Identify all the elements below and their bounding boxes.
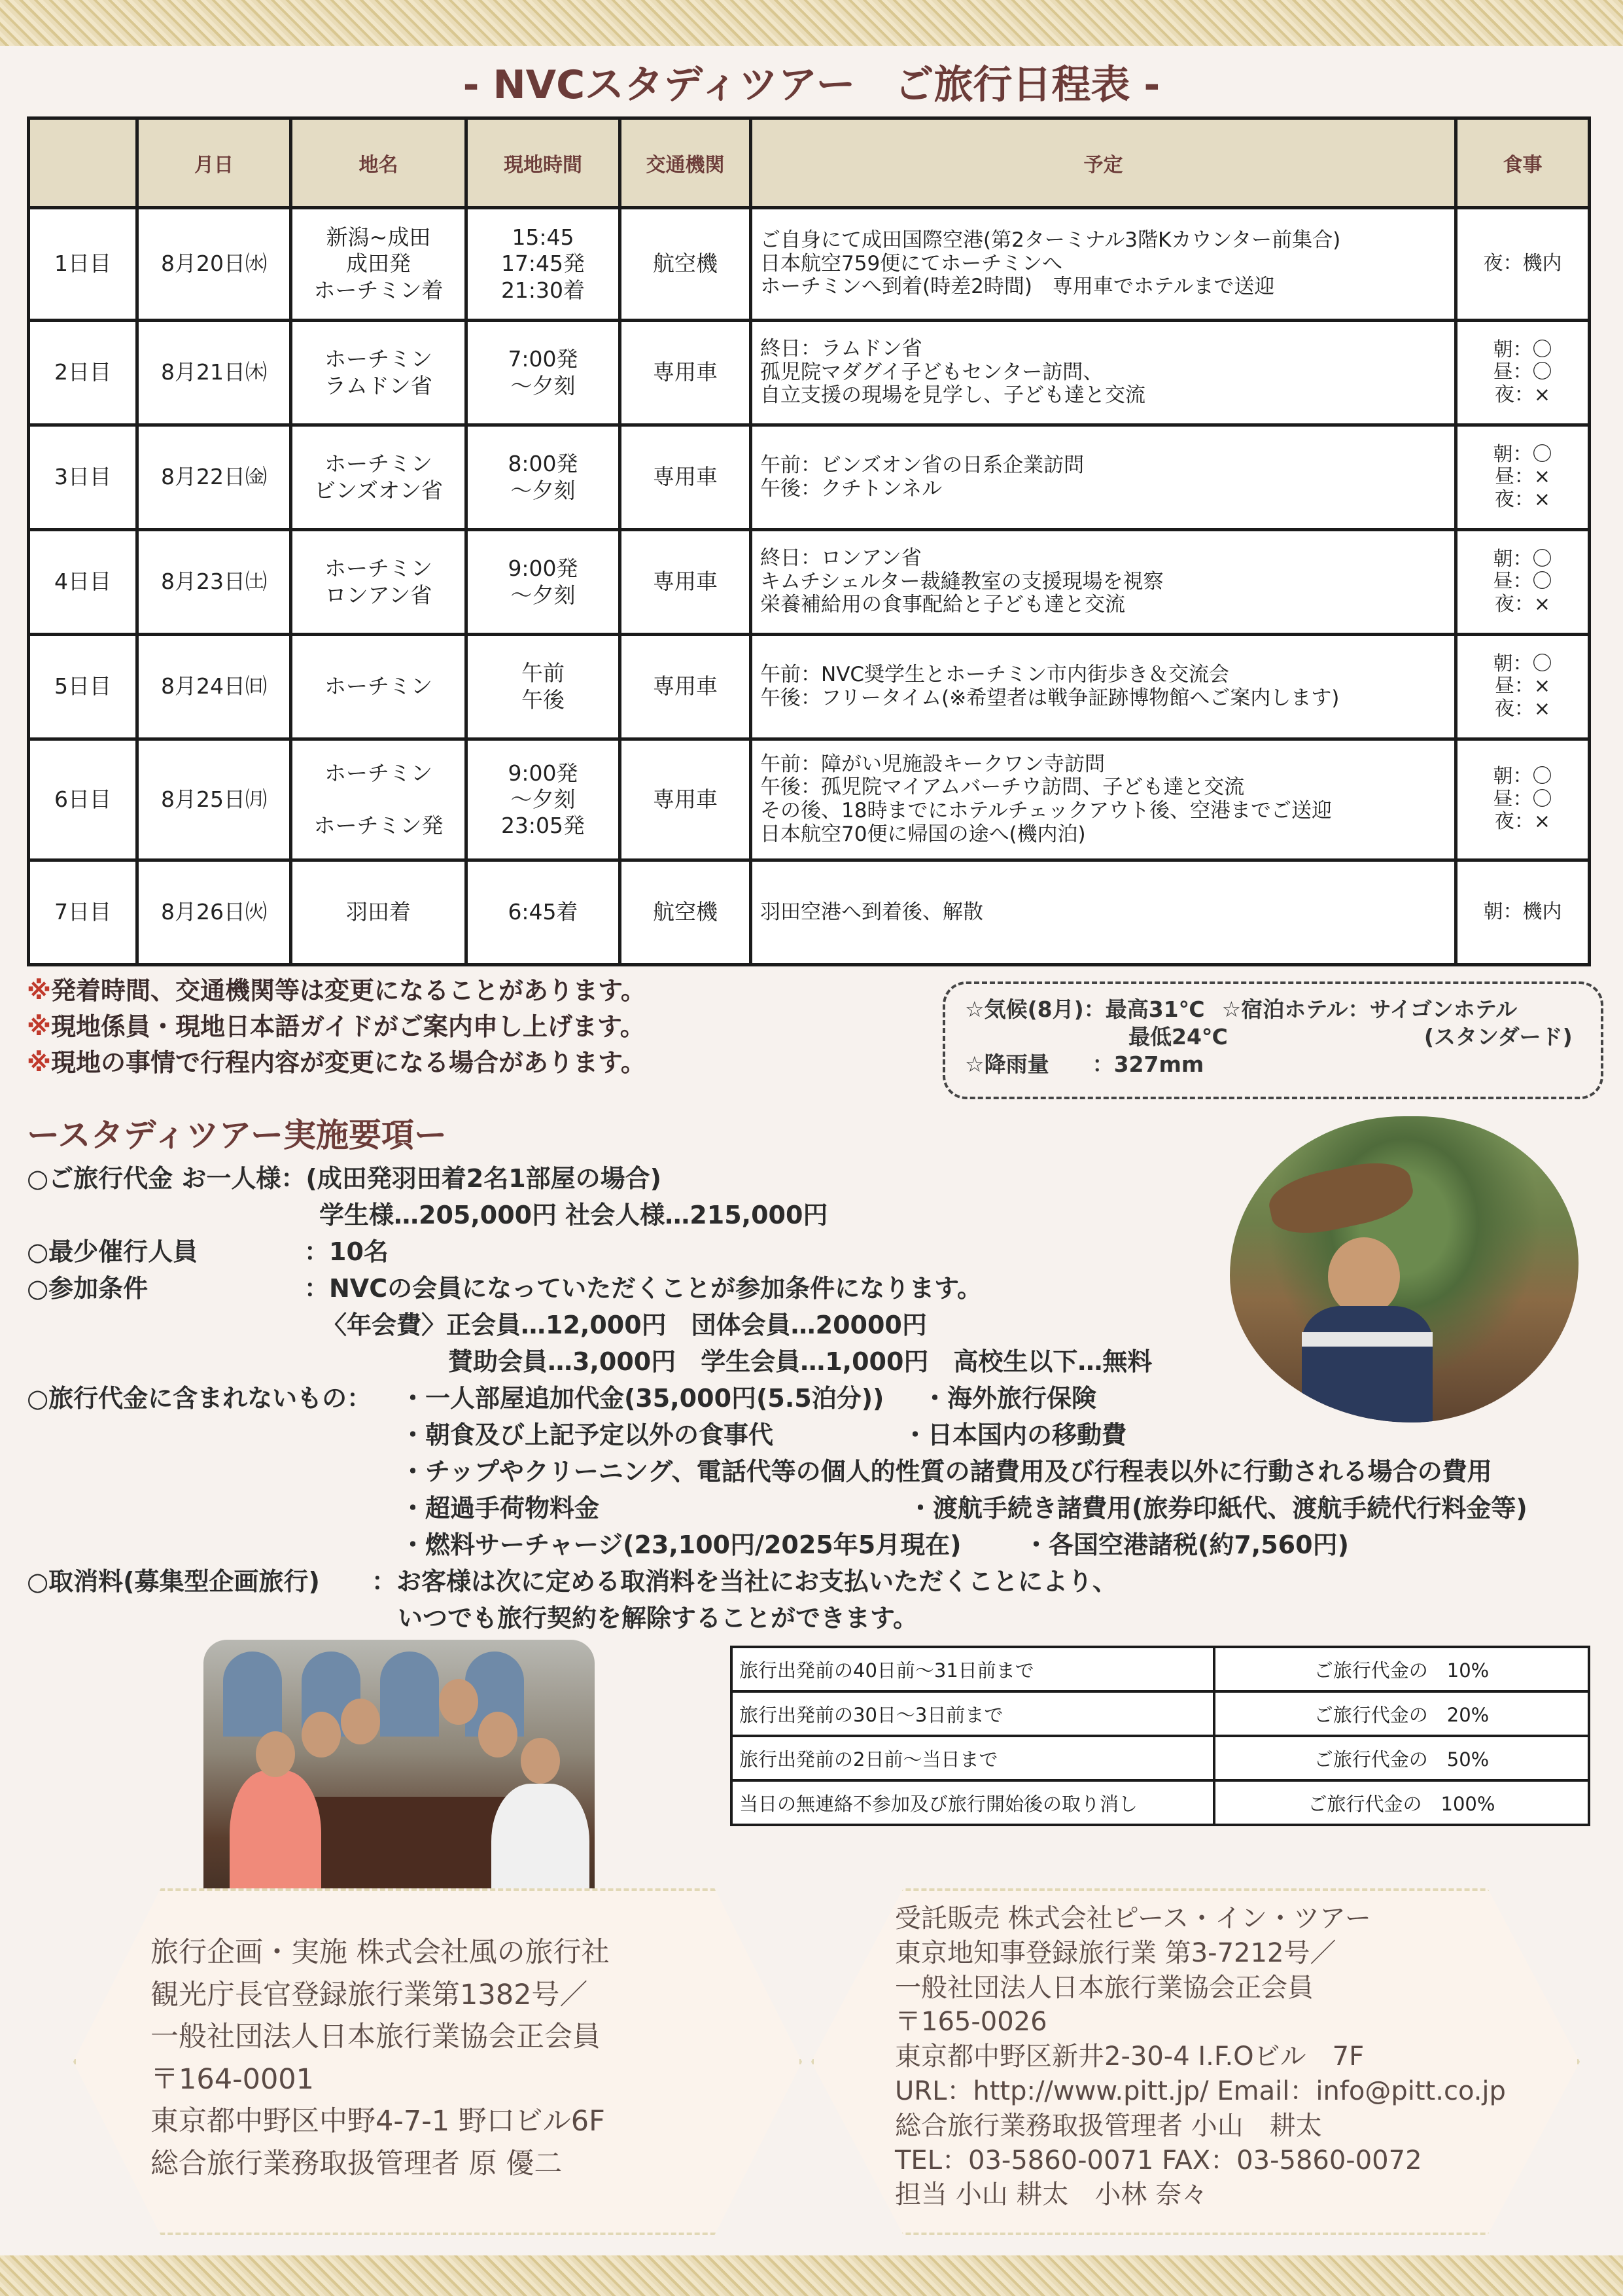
requirements-heading: ースタディツアー実施要項ー <box>27 1116 447 1154</box>
note-mark: ※ <box>27 1012 51 1042</box>
agent-line: 東京地知事登録旅行業 第3-7212号／ <box>895 1937 1336 1968</box>
place-line: 羽田着 <box>346 899 411 925</box>
time-line: 17:45発 <box>500 251 585 277</box>
agent-line: TEL：03-5860-0071 FAX：03-5860-0072 <box>895 2145 1422 2176</box>
place-line: ホーチミン <box>324 760 432 786</box>
hotel-name: サイゴンホテル <box>1369 997 1518 1022</box>
organizer-line: 一般社団法人日本旅行業協会正会員 <box>150 2021 601 2053</box>
meal-cell <box>1456 739 1590 860</box>
plan-line: 終日：ラムドン省 <box>760 337 922 361</box>
plan-line: 午後：フリータイム(※希望者は戦争証跡博物館へご案内します) <box>760 686 1340 710</box>
plan-cell <box>751 321 1456 425</box>
plan-line: 羽田空港へ到着後、解散 <box>760 900 983 924</box>
table-row <box>29 425 1590 530</box>
fee-row <box>27 1158 661 1194</box>
place-cell <box>291 860 466 965</box>
agent-line: 担当 小山 耕太 小林 奈々 <box>895 2180 1208 2210</box>
plan-cell <box>751 425 1456 530</box>
weather-label: ☆気候(8月)： <box>965 997 1106 1022</box>
meal-line: 朝：〇 <box>1493 765 1552 788</box>
schedule-table <box>27 116 1591 966</box>
agent-line: URL：http://www.pitt.jp/ Email：info@pitt.co.jp <box>895 2075 1506 2106</box>
excl-item: ・一人部屋追加代金(35,000円(5.5泊分)) <box>400 1384 884 1413</box>
header-day <box>29 118 137 208</box>
date-cell: 8月24日㈰ <box>137 635 291 739</box>
place-line: 新潟~成田 <box>326 224 431 251</box>
day-cell: 6日目 <box>29 739 137 860</box>
transport-cell: 専用車 <box>620 321 751 425</box>
plan-line: その後、18時までにホテルチェックアウト後、空港までご送迎 <box>760 799 1332 822</box>
time-line: 午前 <box>521 660 565 686</box>
plan-line: 自立支援の現場を見学し、子ども達と交流 <box>760 383 1145 408</box>
plan-line: 午後：クチトンネル <box>760 476 943 501</box>
transport-cell: 専用車 <box>620 635 751 739</box>
place-cell <box>291 530 466 635</box>
organizer-line: 総合旅行業務取扱管理者 原 優二 <box>150 2147 563 2180</box>
hotel-grade: (スタンダード) <box>1423 1024 1573 1050</box>
cancel-rate: ご旅行代金の 100% <box>1214 1780 1589 1825</box>
place-cell <box>291 635 466 739</box>
plan-line: 午後：孤児院マイアムバーチウ訪問、子ども達と交流 <box>760 775 1245 800</box>
day-cell: 2日目 <box>29 321 137 425</box>
header-meal: 食事 <box>1456 118 1590 208</box>
page-title: - NVCスタディツアー ご旅行日程表 - <box>462 62 1161 108</box>
place-line: ロンアン省 <box>324 582 432 608</box>
excl-item: ・渡航手続き諸費用(旅券印紙代、渡航手続代行料金等) <box>908 1494 1527 1523</box>
min-label: ○最少催行人員 <box>27 1237 198 1266</box>
transport-cell: 航空機 <box>620 860 751 965</box>
place-line: ビンズオン省 <box>313 477 443 503</box>
organizer-line: 観光庁長官登録旅行業第1382号／ <box>150 1978 588 2011</box>
meal-line: 昼：× <box>1494 675 1551 698</box>
time-line: 15:45 <box>512 224 574 251</box>
time-cell <box>466 739 620 860</box>
plan-line: ご自身にて成田国際空港(第2ターミナル3階Kカウンター前集合) <box>760 228 1341 253</box>
place-line <box>292 786 464 813</box>
excl-item: ・海外旅行保険 <box>922 1384 1097 1413</box>
place-line: ホーチミン着 <box>313 277 444 303</box>
plan-line: 日本航空759便にてホーチミンへ <box>760 251 1063 275</box>
meal-cell <box>1456 635 1590 739</box>
table-row <box>29 739 1590 860</box>
note-line <box>27 1009 646 1045</box>
time-line: ～夕刻 <box>510 582 576 608</box>
meal-cell <box>1456 425 1590 530</box>
temp-low: 最低24℃ <box>1128 1024 1228 1050</box>
time-line: 9:00発 <box>508 760 578 786</box>
temp-high: 最高31℃ <box>1105 997 1205 1022</box>
cancel-rate: ご旅行代金の 10% <box>1214 1647 1589 1691</box>
table-row <box>731 1691 1589 1736</box>
note-text: 発着時間、交通機関等は変更になることがあります。 <box>50 976 646 1005</box>
plan-cell <box>751 739 1456 860</box>
fee-prices: 学生様…205,000円 社会人様…215,000円 <box>319 1201 828 1229</box>
place-line: ホーチミン <box>324 451 432 477</box>
schedule-header-row <box>29 118 1590 208</box>
meal-line: 夜：機内 <box>1483 252 1562 275</box>
excl-item: ・日本国内の移動費 <box>903 1421 1127 1449</box>
day-cell: 1日目 <box>29 208 137 321</box>
fee-note: (成田発羽田着2名1部屋の場合) <box>305 1164 662 1193</box>
plan-cell <box>751 208 1456 321</box>
place-line: ホーチミン <box>324 673 432 699</box>
header-plan: 予定 <box>751 118 1456 208</box>
plan-line: 午前：ビンズオン省の日系企業訪問 <box>760 453 1085 477</box>
cancel-when: 旅行出発前の30日～3日前まで <box>731 1691 1214 1736</box>
agent-info <box>895 1901 1506 2212</box>
place-line: ホーチミン <box>324 346 432 372</box>
agent-line: 一般社団法人日本旅行業協会正会員 <box>895 1972 1314 2003</box>
organizer-line: 東京都中野区中野4-7-1 野口ビル6F <box>150 2105 605 2138</box>
meal-line: 昼：〇 <box>1493 570 1552 593</box>
note-line <box>27 973 646 1009</box>
note-line <box>27 1045 646 1081</box>
date-cell: 8月26日㈫ <box>137 860 291 965</box>
meal-line: 朝：〇 <box>1493 547 1552 571</box>
meal-line: 朝：機内 <box>1483 900 1562 924</box>
time-line: ～夕刻 <box>510 786 576 812</box>
time-cell <box>466 208 620 321</box>
agent-line: 総合旅行業務取扱管理者 小山 耕太 <box>895 2110 1322 2141</box>
fee-label: ○ご旅行代金 お一人様： <box>27 1164 306 1193</box>
meal-line: 朝：〇 <box>1493 338 1552 361</box>
meal-line: 夜：× <box>1494 487 1551 511</box>
excl-item: ・燃料サーチャージ(23,100円/2025年5月現在) <box>400 1530 962 1559</box>
table-row <box>731 1736 1589 1780</box>
meal-line: 夜：× <box>1494 697 1551 720</box>
meal-line: 昼：〇 <box>1493 787 1552 811</box>
cond-value: ：NVCの会員になっていただくことが参加条件になります。 <box>304 1274 983 1303</box>
plan-line: ホーチミンへ到着(時差2時間) 専用車でホテルまで送迎 <box>760 275 1275 299</box>
table-row <box>29 321 1590 425</box>
meal-line: 昼：〇 <box>1493 361 1552 384</box>
cond-label: ○参加条件 <box>27 1274 148 1303</box>
header-time: 現地時間 <box>466 118 620 208</box>
place-line: 成田発 <box>346 251 411 277</box>
cond-fee-line1: 〈年会費〉正会員…12,000円 団体会員…20000円 <box>322 1311 927 1339</box>
climate-row <box>965 1051 1581 1078</box>
excl-item: ・朝食及び上記予定以外の食事代 <box>400 1421 774 1449</box>
time-cell <box>466 321 620 425</box>
plan-line: 日本航空70便に帰国の途へ(機内泊) <box>760 822 1086 846</box>
meal-cell <box>1456 530 1590 635</box>
date-cell: 8月22日㈮ <box>137 425 291 530</box>
cond-fee-line2: 賛助会員…3,000円 学生会員…1,000円 高校生以下…無料 <box>448 1347 1153 1376</box>
cancel-rate: ご旅行代金の 20% <box>1214 1691 1589 1736</box>
organizer-line: 〒164-0001 <box>150 2062 315 2096</box>
time-line: 8:00発 <box>508 451 578 477</box>
meal-line: 夜：× <box>1494 810 1551 834</box>
meal-cell <box>1456 860 1590 965</box>
transport-cell: 専用車 <box>620 739 751 860</box>
agent-line: 受託販売 株式会社ピース・イン・ツアー <box>895 1903 1371 1934</box>
transport-cell: 航空機 <box>620 208 751 321</box>
climate-row <box>965 1023 1581 1051</box>
meal-line: 夜：× <box>1494 383 1551 406</box>
excl-item: ・超過手荷物料金 <box>400 1494 600 1523</box>
date-cell: 8月21日㈭ <box>137 321 291 425</box>
time-line: 23:05発 <box>500 813 585 839</box>
meal-cell <box>1456 321 1590 425</box>
meal-line: 朝：〇 <box>1493 442 1552 466</box>
place-cell <box>291 321 466 425</box>
time-cell <box>466 530 620 635</box>
plan-cell <box>751 635 1456 739</box>
transport-cell: 専用車 <box>620 530 751 635</box>
climate-row <box>965 996 1581 1023</box>
time-line: 午後 <box>521 686 565 713</box>
place-cell <box>291 208 466 321</box>
cancel-when: 当日の無連絡不参加及び旅行開始後の取り消し <box>731 1780 1214 1825</box>
excl-label: ○旅行代金に含まれないもの： <box>27 1384 372 1413</box>
plan-cell <box>751 860 1456 965</box>
time-line: 21:30着 <box>500 277 585 303</box>
date-cell: 8月20日㈬ <box>137 208 291 321</box>
bottom-decorative-band <box>0 2255 1623 2296</box>
plan-line: 午前：NVC奨学生とホーチミン市内街歩き＆交流会 <box>760 662 1230 686</box>
note-mark: ※ <box>27 1048 51 1078</box>
meal-line: 朝：〇 <box>1493 652 1552 675</box>
agent-line: 東京都中野区新井2-30-4 I.F.Oビル 7F <box>895 2041 1365 2072</box>
time-line: 7:00発 <box>508 346 578 372</box>
excl-item: ・各国空港諸税(約7,560円) <box>1024 1530 1349 1559</box>
organizer-info <box>150 1932 610 2185</box>
time-cell <box>466 860 620 965</box>
cancel-label: ○取消料(募集型企画旅行) <box>27 1567 320 1596</box>
plan-line: 午前：障がい児施設キークワン寺訪問 <box>760 752 1105 776</box>
header-transport: 交通機関 <box>620 118 751 208</box>
hotel-label: ☆宿泊ホテル： <box>1221 997 1370 1022</box>
cancel-when: 旅行出発前の40日前～31日前まで <box>731 1647 1214 1691</box>
time-line: ～夕刻 <box>510 477 576 503</box>
table-row <box>29 208 1590 321</box>
cancel-text: いつでも旅行契約を解除することができます。 <box>398 1604 918 1633</box>
meal-line: 昼：× <box>1494 465 1551 489</box>
table-row <box>731 1647 1589 1691</box>
cancel-when: 旅行出発前の2日前～当日まで <box>731 1736 1214 1780</box>
plan-line: 栄養補給用の食事配給と子ども達と交流 <box>760 593 1125 617</box>
place-line: ホーチミン発 <box>313 813 444 839</box>
place-line: ホーチミン <box>324 556 432 582</box>
time-cell <box>466 635 620 739</box>
top-decorative-band <box>0 0 1623 46</box>
header-place: 地名 <box>291 118 466 208</box>
cancel-rate: ご旅行代金の 50% <box>1214 1736 1589 1780</box>
time-line: 6:45着 <box>508 899 578 925</box>
excl-item: ・チップやクリーニング、電話代等の個人的性質の諸費用及び行程表以外に行動される場合の費用 <box>400 1457 1492 1486</box>
place-cell <box>291 739 466 860</box>
agent-line: 〒165-0026 <box>895 2007 1047 2038</box>
meal-line: 夜：× <box>1494 592 1551 616</box>
table-row <box>29 635 1590 739</box>
table-row <box>731 1780 1589 1825</box>
plan-line: 終日：ロンアン省 <box>760 546 922 571</box>
day-cell: 7日目 <box>29 860 137 965</box>
meal-cell <box>1456 208 1590 321</box>
date-cell: 8月25日㈪ <box>137 739 291 860</box>
note-mark: ※ <box>27 976 51 1005</box>
cancel-text: ：お客様は次に定める取消料を当社にお支払いただくことにより、 <box>372 1567 1118 1596</box>
note-text: 現地係員・現地日本語ガイドがご案内申し上げます。 <box>50 1012 645 1042</box>
time-cell <box>466 425 620 530</box>
photo-boy-with-leaves <box>1230 1116 1579 1422</box>
day-cell: 3日目 <box>29 425 137 530</box>
cancel-fee-table <box>730 1646 1590 1826</box>
day-cell: 4日目 <box>29 530 137 635</box>
header-date: 月日 <box>137 118 291 208</box>
plan-line: キムチシェルター裁縫教室の支援現場を視察 <box>760 569 1164 593</box>
notes-block <box>27 973 646 1081</box>
time-line: ～夕刻 <box>510 372 576 398</box>
table-row <box>29 530 1590 635</box>
transport-cell: 専用車 <box>620 425 751 530</box>
place-line: ラムドン省 <box>324 372 432 398</box>
rain-label: ☆降雨量 ： <box>965 1051 1114 1078</box>
organizer-line: 旅行企画・実施 株式会社風の旅行社 <box>150 1936 610 1969</box>
photo-group-dinner <box>203 1640 595 1924</box>
climate-box <box>943 981 1603 1099</box>
min-value: ：10名 <box>304 1237 389 1266</box>
note-text: 現地の事情で行程内容が変更になる場合があります。 <box>50 1048 646 1078</box>
time-line: 9:00発 <box>508 556 578 582</box>
plan-cell <box>751 530 1456 635</box>
day-cell: 5日目 <box>29 635 137 739</box>
plan-line: 孤児院マダグイ子どもセンター訪問、 <box>760 360 1104 384</box>
table-row <box>29 860 1590 965</box>
date-cell: 8月23日㈯ <box>137 530 291 635</box>
rain-value: 327mm <box>1113 1051 1204 1078</box>
place-cell <box>291 425 466 530</box>
